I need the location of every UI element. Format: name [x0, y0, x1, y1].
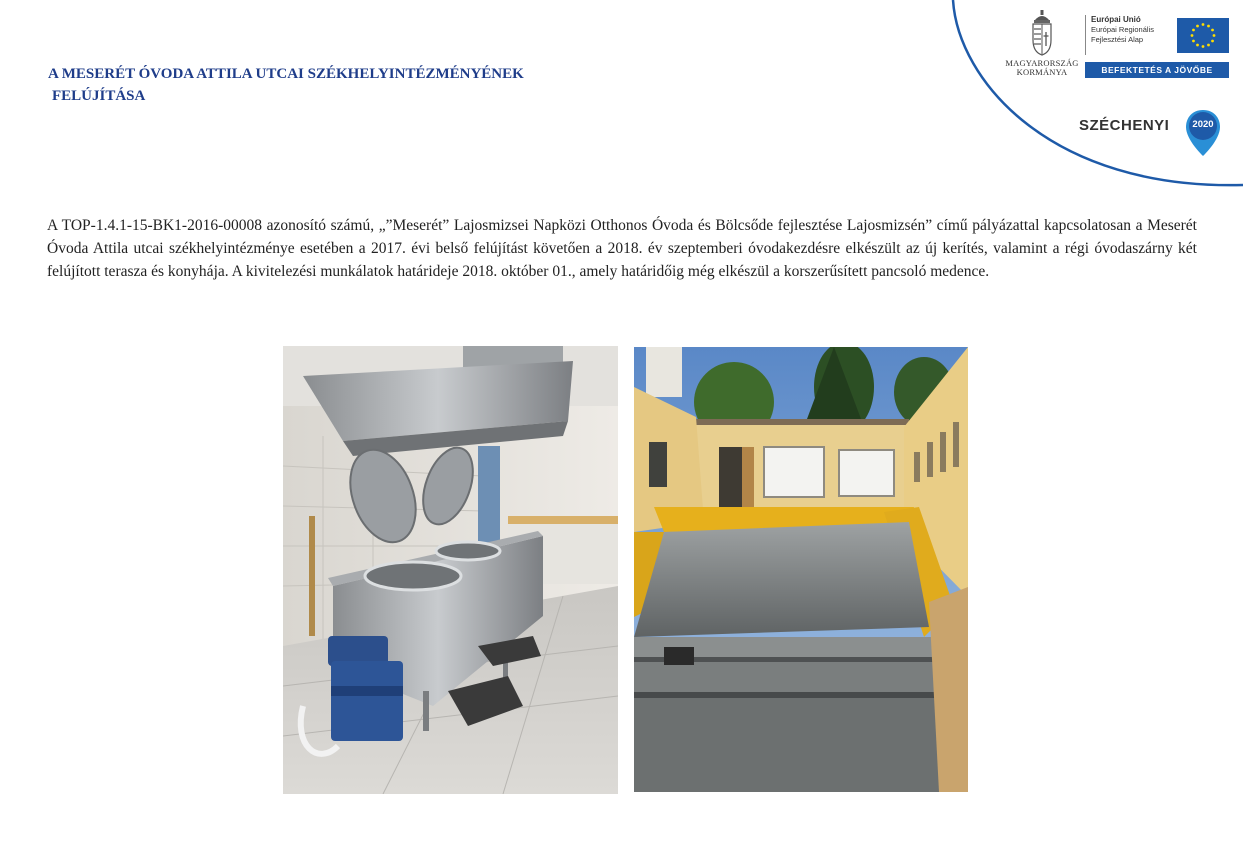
- eu-star-icon: [1191, 34, 1194, 37]
- page-title: [48, 63, 524, 107]
- coat-of-arms-icon: [1029, 10, 1055, 56]
- eu-line-1: Európai Unió: [1091, 15, 1141, 24]
- pool-construction-photo: [634, 347, 968, 792]
- eu-star-icon: [1207, 44, 1210, 47]
- eu-star-icon: [1192, 29, 1195, 32]
- eu-line-3: Fejlesztési Alap: [1091, 35, 1144, 44]
- eu-star-icon: [1213, 34, 1216, 37]
- eu-slogan-bar: BEFEKTETÉS A JÖVŐBE: [1085, 62, 1229, 78]
- body-paragraph: A TOP-1.4.1-15-BK1-2016-00008 azonosító számú, „”Meserét” Lajosmizsei Napközi Otthonos Óvoda és Bölcsőde fejlesztése Lajosmizsén” című pályázattal kapcsolatosan a Meserét Óvoda Attila utcai székhelyintézménye esetében a 2017. évi belső felújítást követően a 2018. év szeptemberi óvodakezdésre elkészült az új kerítés, valamint a régi óvodaszárny két felújított terasza és konyhája. A kivitelezési munkálatok határideje 2018. október 01., amely határidőig még elkészül a korszerűsített pancsoló medence.: [47, 217, 1197, 280]
- title-line-1: A MESERÉT ÓVODA ATTILA UTCAI SZÉKHELYINTÉZMÉNYÉNEK: [48, 66, 524, 82]
- eu-star-icon: [1196, 44, 1199, 47]
- kitchen-photo: [283, 346, 618, 794]
- location-pin-icon: [1184, 108, 1222, 158]
- eu-flag-icon: [1177, 18, 1229, 53]
- eu-star-icon: [1211, 29, 1214, 32]
- title-line-2: FELÚJÍTÁSA: [52, 88, 146, 104]
- eu-star-icon: [1196, 25, 1199, 28]
- eu-star-icon: [1207, 25, 1210, 28]
- hu-name-line-1: MAGYARORSZÁG: [1005, 58, 1079, 68]
- eu-line-2: Európai Regionális: [1091, 25, 1154, 34]
- eu-star-icon: [1202, 23, 1205, 26]
- program-year: 2020: [1192, 119, 1214, 130]
- szechenyi-label: SZÉCHENYI: [1079, 117, 1170, 134]
- hungarian-government-logo: [1002, 10, 1082, 77]
- hu-name-line-2: KORMÁNYA: [1016, 67, 1068, 77]
- eu-star-icon: [1192, 40, 1195, 43]
- eu-star-icon: [1211, 40, 1214, 43]
- hu-government-name: [1002, 59, 1082, 77]
- eu-star-icon: [1202, 45, 1205, 48]
- eu-text: [1085, 15, 1154, 55]
